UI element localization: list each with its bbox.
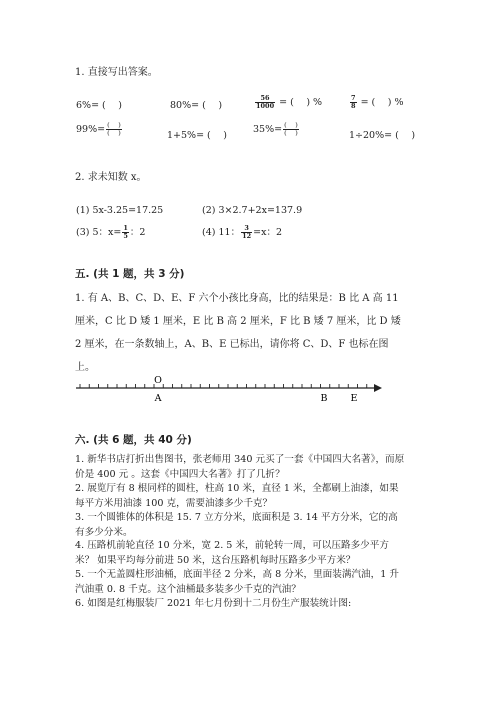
- section-5-problem: 1. 有 A、B、C、D、E、F 六个小孩比身高，比的结果是：B 比 A 高 11 厘米，C 比 D 矮 1 厘米，E 比 B 高 2 厘米，F 比 B 矮 7 厘米，比 D 矮 2 厘米，在一条数轴上，A、B、E 已标出，请你将 C、D、F 也标在图上。: [75, 293, 401, 373]
- q1-r2-c1: [76, 122, 123, 137]
- q1-r1-c1-pre: 6%: [76, 100, 92, 111]
- q2-item-1: (1) 5x-3.25=17.25: [76, 205, 164, 216]
- q2-item-4: [202, 224, 282, 240]
- q1-r2-c1-post: =: [97, 124, 106, 135]
- frac-denominator: 8: [351, 102, 356, 110]
- axis-label-a: A: [154, 393, 162, 404]
- q1-r1-c2-post: = ( ): [191, 100, 223, 111]
- q1-r1-c1: [76, 97, 122, 111]
- problem-5: 5. 一个无盖圆柱形油桶，底面半径 2 分米，高 8 分米，里面装满汽油，1 升汽油重 0. 8 千克。这个油桶最多装多少千克的汽油？: [75, 569, 399, 595]
- frac-numerator: 56: [255, 95, 275, 103]
- frac-numerator: ( ): [107, 121, 121, 129]
- frac-denominator: 12: [242, 232, 252, 240]
- number-line-arrow: [374, 384, 382, 392]
- q1-r2-c3: [253, 122, 300, 137]
- frac-denominator: ( ): [107, 129, 121, 137]
- axis-label-b: B: [320, 393, 328, 404]
- section-5-heading: 五. (共 1 题，共 3 分): [75, 268, 185, 280]
- problem-4: 4. 压路机前轮直径 10 分米，宽 2. 5 米，前轮转一周，可以压路多少平方米？ 如果平均每分前进 50 米，这台压路机每时压路多少平方米？: [75, 540, 389, 566]
- q2-item-4-frac: [241, 225, 252, 240]
- frac-numerator: ( ): [284, 121, 298, 129]
- frac-numerator: 3: [241, 225, 252, 233]
- q2-item-2: (2) 3×2.7+2x=137.9: [202, 205, 303, 216]
- q1-r2-c4: [349, 127, 415, 141]
- problem-1: 1. 新华书店打折出售图书，张老师用 340 元买了一套《中国四大名著》，而原价是 400 元 。这套《中国四大名著》打了几折？: [75, 454, 405, 480]
- q1-r2-c2: [167, 127, 227, 141]
- q1-r2-c3-post: =: [274, 124, 283, 135]
- problem-2: 2. 展览厅有 8 根同样的圆柱，柱高 10 米，直径 1 米，全都刷上油漆，如果每平方米用油漆 100 克，需要油漆多少千克？: [75, 483, 399, 509]
- axis-label-o: O: [154, 375, 162, 386]
- q2-item-4-post: =x：2: [253, 227, 282, 238]
- q1-r2-c1-frac: [106, 122, 122, 137]
- q1-r1-c4: [349, 94, 404, 110]
- problem-3: 3. 一个圆锥体的体积是 15. 7 立方分米，底面积是 3. 14 平方分米，它的高有多少分米。: [75, 512, 398, 538]
- frac-numerator: 7: [351, 94, 356, 102]
- q1-r1-c4-frac: [350, 95, 357, 110]
- q1-r2-c3-pre: 35%: [253, 124, 275, 135]
- q1-r1-c3: [254, 94, 322, 110]
- frac-denominator: 5: [123, 232, 128, 240]
- q1-r2-c2-pre: 1+5%: [167, 130, 197, 141]
- q1-title: 1. 直接写出答案。: [75, 67, 158, 78]
- q1-r1-c1-post: = ( ): [91, 100, 122, 111]
- frac-denominator: ( ): [284, 129, 298, 137]
- frac-numerator: 1: [123, 224, 128, 232]
- problem-6: 6. 如图是红梅服装厂 2021 年七月份到十二月份生产服装统计图:: [75, 598, 352, 609]
- axis-label-e: E: [350, 393, 358, 404]
- q1-r2-c2-post: = ( ): [196, 130, 227, 141]
- q2-item-3-post: ：2: [129, 227, 146, 238]
- section-6-heading: 六. (共 6 题，共 40 分): [75, 434, 192, 446]
- q1-r2-c4-pre: 1÷20%: [349, 130, 385, 141]
- number-line-ticks: [80, 384, 367, 388]
- q1-r1-c2: [170, 97, 222, 111]
- number-line: [70, 372, 386, 408]
- q1-r2-c4-post: = ( ): [384, 130, 416, 141]
- q1-r2-c1-pre: 99%: [76, 124, 98, 135]
- q2-title: 2. 求未知数 x。: [75, 172, 147, 183]
- q2-item-3: [76, 224, 145, 240]
- q1-r2-c3-frac: [283, 122, 299, 137]
- q2-item-4-pre: (4) 11：: [202, 227, 241, 238]
- q1-r1-c4-post: = ( ) %: [360, 97, 404, 108]
- q1-r1-c2-pre: 80%: [170, 100, 192, 111]
- frac-denominator: 1000: [256, 102, 275, 110]
- q1-r1-c3-frac: [255, 95, 275, 110]
- q1-r1-c3-post: = ( ) %: [279, 97, 323, 108]
- q2-item-3-frac: [122, 225, 129, 240]
- q2-item-3-pre: (3) 5：x=: [76, 227, 122, 238]
